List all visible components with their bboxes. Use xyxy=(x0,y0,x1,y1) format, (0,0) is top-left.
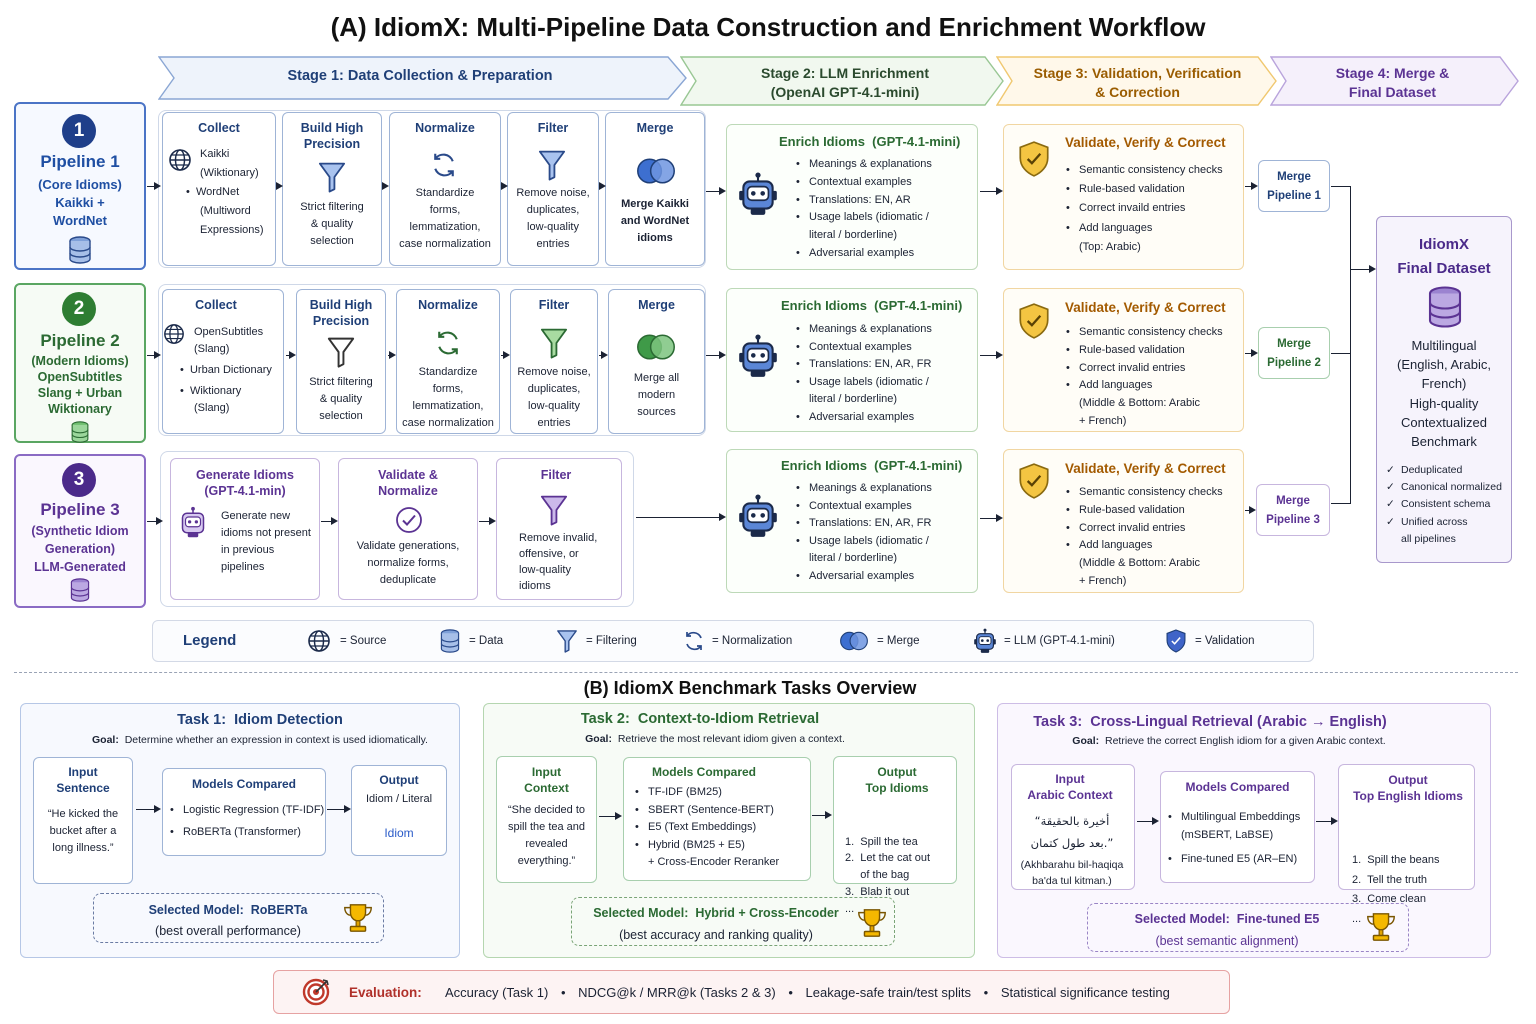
p3-validate-text: Validate generations, normalize forms, deduplicate xyxy=(356,540,460,586)
enrich-title-2: Enrich Idioms (GPT-4.1-mini) xyxy=(781,298,963,313)
final-dataset-desc: Multilingual (English, Arabic, French) High-quality Contextualized Benchmark xyxy=(1397,338,1491,450)
legend-filtering: = Filtering xyxy=(586,635,637,647)
task-1-output-text: Idiom / Literal xyxy=(365,793,433,805)
p3-filter-text: Remove invalid, offensive, or low-quality idioms xyxy=(519,532,598,592)
robot-icon xyxy=(737,172,779,218)
p1-precision-text: Strict filtering & quality selection xyxy=(300,201,364,247)
task-1-models-title: Models Compared xyxy=(191,777,296,791)
task-1-goal: Goal: Determine whether an expression in context is used idiomatically. xyxy=(92,734,428,746)
flow-arrow xyxy=(479,521,494,522)
merge-icon xyxy=(838,630,870,652)
connector xyxy=(1331,353,1351,354)
database-icon xyxy=(66,578,94,602)
flow-arrow xyxy=(599,816,620,817)
pipeline-1-title: Pipeline 1 xyxy=(40,152,120,171)
flow-arrow xyxy=(812,815,830,816)
check-circle-icon xyxy=(395,506,423,534)
enrich-title-1: Enrich Idioms (GPT-4.1-mini) xyxy=(779,134,961,149)
p2-normalize-text: Standardize forms, lemmatization, case normalization xyxy=(402,366,494,429)
task-3-selected: Selected Model: Fine-tuned E5 (best semantic alignment) xyxy=(1134,912,1320,948)
task-2-output-title: Output Top Idioms xyxy=(865,765,929,795)
merge-pipeline-3-label: Merge Pipeline 3 xyxy=(1266,495,1320,526)
flow-arrow xyxy=(1137,821,1157,822)
task-2-goal: Goal: Retrieve the most relevant idiom given a context. xyxy=(585,733,845,745)
merge-pipeline-2-label: Merge Pipeline 2 xyxy=(1267,338,1321,369)
evaluation-label: Evaluation: xyxy=(349,985,422,1000)
final-dataset-checks: ✓ Deduplicated ✓ Canonical normalized ✓ Consistent schema ✓ Unified across all pipelines xyxy=(1386,462,1512,548)
pipeline-3-title: Pipeline 3 xyxy=(40,500,120,519)
database-icon xyxy=(66,421,94,443)
flow-arrow xyxy=(1316,821,1336,822)
task-1-models-list: • Logistic Regression (TF-IDF) • RoBERTa (Transformer) xyxy=(168,799,328,843)
p2-precision-title: Build High Precision xyxy=(309,298,373,328)
p2-merge-text: Merge all modern sources xyxy=(633,372,680,418)
shield-check-icon xyxy=(1017,140,1051,178)
task-3-title: Task 3: Cross-Lingual Retrieval (Arabic → English) xyxy=(1033,714,1387,730)
pipeline-3-desc: (Synthetic Idiom Generation) LLM-Generated xyxy=(31,524,129,574)
merge-icon xyxy=(634,156,678,186)
merge-pipeline-1-label: Merge Pipeline 1 xyxy=(1267,171,1321,202)
pipeline-2-number: 2 xyxy=(62,292,96,326)
p1-filter-text: Remove noise, duplicates, low-quality entries xyxy=(516,187,590,250)
globe-icon xyxy=(307,629,331,653)
task-3-output-list: 1. Spill the beans 2. Tell the truth 3. Come clean ... xyxy=(1352,854,1440,925)
robot-icon xyxy=(737,334,779,380)
task-3-models-list: • Multilingual Embeddings (mSBERT, LaBSE) • Fine-tuned E5 (AR–EN) xyxy=(1166,808,1316,868)
enrich-title-3: Enrich Idioms (GPT-4.1-mini) xyxy=(781,458,963,473)
target-icon xyxy=(301,977,331,1007)
flow-arrow xyxy=(1351,269,1374,270)
p1-precision-title: Build High Precision xyxy=(300,121,364,151)
flow-arrow xyxy=(286,355,294,356)
connector xyxy=(1350,186,1351,504)
p3-generate-title: Generate Idioms (GPT-4.1-min) xyxy=(196,468,294,498)
section-divider xyxy=(14,672,1518,673)
task-2-title: Task 2: Context-to-Idiom Retrieval xyxy=(580,711,820,727)
flow-arrow xyxy=(1245,186,1256,187)
enrich-list-3: • Meanings & explanations • Contextual examples • Translations: EN, AR, FR • Usage labels (idiomatic / literal / borderline) • Adversarial examples xyxy=(794,480,974,586)
flow-arrow xyxy=(321,521,336,522)
funnel-icon xyxy=(317,160,347,194)
task-2-selected: Selected Model: Hybrid + Cross-Encoder (best accuracy and ranking quality) xyxy=(593,906,839,942)
p3-generate-text: Generate new idioms not present in previous pipelines xyxy=(221,510,311,573)
funnel-icon xyxy=(539,326,569,360)
task-2-input-title: Input Context xyxy=(524,765,569,795)
flow-arrow xyxy=(600,186,604,187)
p2-collect-text: OpenSubtitles (Slang) • Urban Dictionary • Wiktionary (Slang) xyxy=(180,326,272,414)
p1-normalize-title: Normalize xyxy=(415,121,475,135)
normalize-cycle-icon xyxy=(433,328,463,358)
trophy-icon xyxy=(341,901,375,935)
stage-4-label: Stage 4: Merge & Final Dataset xyxy=(1335,65,1450,100)
flow-arrow xyxy=(147,521,161,522)
robot-icon xyxy=(178,506,208,540)
p2-collect-title: Collect xyxy=(195,298,237,312)
trophy-icon xyxy=(1364,910,1398,944)
funnel-icon xyxy=(537,148,567,182)
flow-arrow xyxy=(136,809,159,810)
flow-arrow xyxy=(1245,353,1256,354)
task-2-output-list: 1. Spill the tea 2. Let the cat out of the bag 3. Blab it out ... xyxy=(845,835,931,915)
p2-filter-title: Filter xyxy=(538,298,570,312)
task-1-title: Task 1: Idiom Detection xyxy=(177,712,343,728)
p1-collect-title: Collect xyxy=(198,121,240,135)
robot-icon xyxy=(737,494,779,540)
task-2-models-list: • TF-IDF (BM25) • SBERT (Sentence-BERT) • E5 (Text Embeddings) • Hybrid (BM25 + E5) xyxy=(633,784,809,854)
pipeline-2-desc: (Modern Idioms) OpenSubtitles Slang + Urban Wiktionary xyxy=(31,354,129,416)
stage-1-label: Stage 1: Data Collection & Preparation xyxy=(287,68,553,84)
pipeline-1-number: 1 xyxy=(62,114,96,148)
database-icon xyxy=(1426,286,1464,328)
normalize-cycle-icon xyxy=(429,150,459,180)
p2-filter-text: Remove noise, duplicates, low-quality entries xyxy=(517,366,591,429)
task-1-output-value: Idiom xyxy=(384,826,414,840)
p2-normalize-title: Normalize xyxy=(418,298,478,312)
p1-merge-title: Merge xyxy=(636,121,674,135)
task-1-input-title: Input Sentence xyxy=(56,765,110,795)
shield-check-icon xyxy=(1017,462,1051,500)
pipeline-2-title: Pipeline 2 xyxy=(40,331,120,350)
flow-arrow xyxy=(980,191,1001,192)
final-dataset-title: IdiomX Final Dataset xyxy=(1397,236,1491,277)
flow-arrow xyxy=(277,186,281,187)
flow-arrow xyxy=(501,355,508,356)
flow-arrow xyxy=(147,186,159,187)
task-3-input-arabic: “أخيرة بالحقيقة بعد طول كتمان.” xyxy=(1030,814,1114,850)
task-3-goal: Goal: Retrieve the correct English idiom for a given Arabic context. xyxy=(1072,735,1386,747)
flow-arrow xyxy=(980,355,1001,356)
task-1-selected: Selected Model: RoBERTa (best overall performance) xyxy=(148,903,308,938)
flow-arrow xyxy=(502,186,506,187)
legend-llm: = LLM (GPT-4.1-mini) xyxy=(1004,635,1115,647)
funnel-icon xyxy=(326,335,356,369)
stage-3-label: Stage 3: Validation, Verification & Correction xyxy=(1033,65,1242,100)
enrich-list-2: • Meanings & explanations • Contextual examples • Translations: EN, AR, FR • Usage labels (idiomatic / literal / borderline) • Adversarial examples xyxy=(794,321,974,427)
flow-arrow xyxy=(388,355,394,356)
flow-arrow xyxy=(980,518,1001,519)
validate-list-3: • Semantic consistency checks • Rule-based validation • Correct invalid entries • Add languages (Middle & Bottom: Arabic + French) xyxy=(1064,484,1242,591)
flow-arrow xyxy=(599,355,606,356)
p1-merge-text: Merge Kaikki and WordNet idioms xyxy=(620,198,690,244)
flow-arrow xyxy=(327,809,349,810)
p3-validate-title: Validate & Normalize xyxy=(378,468,438,498)
connector xyxy=(1331,186,1351,187)
p2-merge-title: Merge xyxy=(638,298,675,312)
section-b-title: (B) IdiomX Benchmark Tasks Overview xyxy=(583,678,917,698)
task-3-output-title: Output Top English Idioms xyxy=(1353,773,1463,803)
flow-arrow xyxy=(636,517,724,518)
funnel-icon xyxy=(539,493,569,527)
task-2-input-text: “She decided to spill the tea and revealed everything.” xyxy=(507,804,586,867)
legend-normalization: = Normalization xyxy=(712,635,793,647)
p2-precision-text: Strict filtering & quality selection xyxy=(309,376,373,422)
merge-icon xyxy=(634,332,678,362)
evaluation-items: Accuracy (Task 1) • NDCG@k / MRR@k (Tasks 2 & 3) • Leakage-safe train/test splits • Statistical significance testing xyxy=(445,985,1170,1000)
database-icon xyxy=(66,236,94,264)
task-3-models-title: Models Compared xyxy=(1185,780,1290,794)
shield-check-icon xyxy=(1165,628,1187,654)
stage-2-label: Stage 2: LLM Enrichment (OpenAI GPT-4.1-mini) xyxy=(760,65,930,100)
normalize-cycle-icon xyxy=(682,629,706,653)
page-title: (A) IdiomX: Multi-Pipeline Data Construction and Enrichment Workflow xyxy=(330,12,1206,42)
task-1-input-text: “He kicked the bucket after a long illness.” xyxy=(47,808,119,854)
task-2-models-extra: + Cross-Encoder Reranker xyxy=(648,856,780,868)
enrich-list-1: • Meanings & explanations • Contextual examples • Translations: EN, AR • Usage labels (idiomatic / literal / borderline) • Adversarial examples xyxy=(794,156,974,263)
legend-source: = Source xyxy=(340,635,387,647)
pipeline-3-number: 3 xyxy=(62,463,96,497)
flow-arrow xyxy=(1245,510,1254,511)
robot-icon xyxy=(973,628,997,655)
legend-validation: = Validation xyxy=(1195,635,1255,647)
validate-title-3: Validate, Verify & Correct xyxy=(1065,461,1226,476)
validate-title-2: Validate, Verify & Correct xyxy=(1065,300,1226,315)
flow-arrow xyxy=(147,355,159,356)
legend-merge: = Merge xyxy=(877,635,920,647)
task-3-input-title: Input Arabic Context xyxy=(1027,772,1113,802)
funnel-icon xyxy=(556,628,578,654)
task-1-output-title: Output xyxy=(379,773,419,787)
pipeline-1-desc: (Core Idioms) Kaikki + WordNet xyxy=(38,177,122,228)
database-icon xyxy=(439,629,461,653)
task-3-input-translit: (Akhbarahu bil-haqiqa ba'da tul kitman.) xyxy=(1020,859,1124,887)
validate-title-1: Validate, Verify & Correct xyxy=(1065,135,1226,150)
shield-check-icon xyxy=(1017,302,1051,340)
connector xyxy=(1331,503,1351,504)
validate-list-2: • Semantic consistency checks • Rule-based validation • Correct invalid entries • Add languages (Middle & Bottom: Arabic + French) xyxy=(1064,324,1242,431)
p1-normalize-text: Standardize forms, lemmatization, case normalization xyxy=(399,187,491,250)
flow-arrow xyxy=(706,191,724,192)
flow-arrow xyxy=(706,355,724,356)
legend-title: Legend xyxy=(183,632,237,649)
p1-filter-title: Filter xyxy=(537,121,569,135)
trophy-icon xyxy=(855,906,889,940)
validate-list-1: • Semantic consistency checks • Rule-based validation • Correct invaild entries • Add languages (Top: Arabic) xyxy=(1064,161,1242,257)
legend-data: = Data xyxy=(469,635,504,647)
p1-collect-text: Kaikki (Wiktionary) • WordNet (Multiword Expressions) xyxy=(186,148,264,236)
task-2-models-title: Models Compared xyxy=(651,765,756,779)
flow-arrow xyxy=(383,186,387,187)
p3-filter-title: Filter xyxy=(540,468,572,482)
